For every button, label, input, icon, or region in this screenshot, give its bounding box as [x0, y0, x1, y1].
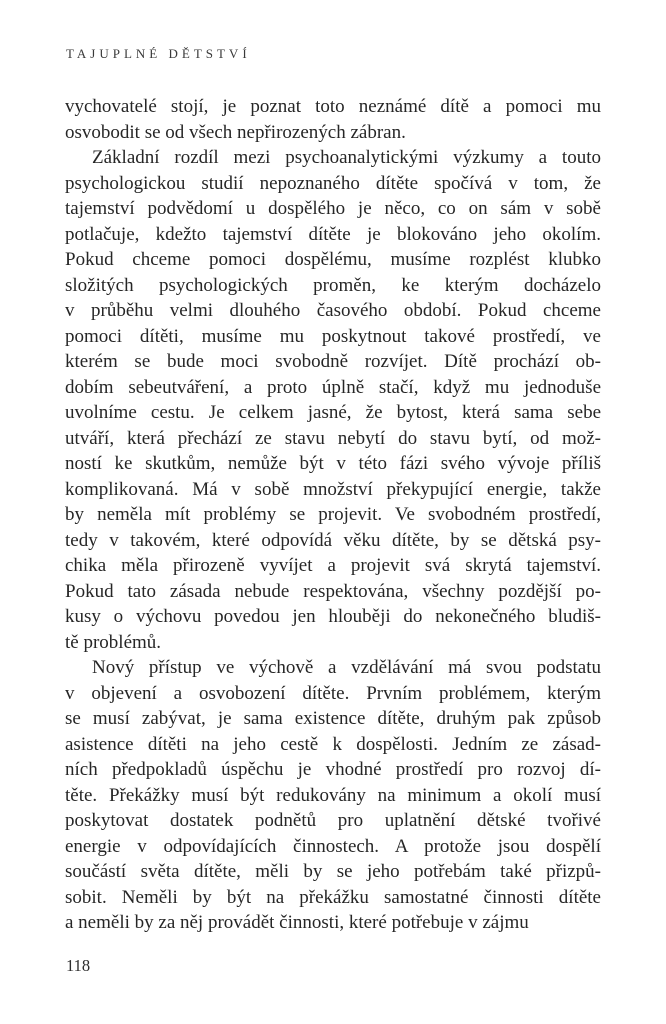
paragraph	[65, 145, 601, 655]
paragraph	[65, 655, 601, 936]
page-number: 118	[66, 956, 91, 975]
running-header: TAJUPLNÉ DĚTSTVÍ	[66, 46, 251, 61]
paragraph	[65, 94, 601, 145]
text-line: složitých psychologických proměn, ke kterým docházelo	[65, 274, 601, 296]
text-line: součástí světa dítěte, měli by se jeho potřebám také přizpů-	[65, 861, 601, 882]
text-line: psychologickou studií nepoznaného dítěte spočívá v tom, že	[65, 172, 601, 194]
text-line: komplikovaná. Má v sobě množství překypující energie, takže	[65, 478, 601, 500]
text-line: ností ke skutkům, nemůže být v této fázi svého vývoje příliš	[65, 453, 601, 474]
text-line: osvobodit se od všech nepřirozených zábran.	[65, 121, 406, 143]
text-line: dobím sebeutváření, a proto úplně stačí, když mu jednoduše	[65, 376, 601, 398]
text-line: a neměli by za něj provádět činnosti, které potřebuje v zájmu	[65, 912, 529, 933]
text-line: vychovatelé stojí, je poznat toto neznámé dítě a pomoci mu	[65, 96, 601, 117]
text-line: tajemství podvědomí u dospělého je něco, co on sám v sobě	[65, 198, 601, 219]
text-line: Pokud chceme pomoci dospělému, musíme rozplést klubko	[65, 249, 601, 270]
text-line: potlačuje, kdežto tajemství dítěte je blokováno jeho okolím.	[65, 223, 601, 245]
body-text	[65, 94, 601, 936]
text-line: těte. Překážky musí být redukovány na minimum a okolí musí	[65, 784, 601, 806]
text-line: tě problémů.	[65, 631, 162, 653]
text-line: uvolníme cestu. Je celkem jasné, že bytost, která sama sebe	[65, 402, 601, 423]
text-line: se musí zabývat, je sama existence dítěte, druhým pak způsob	[65, 708, 601, 729]
text-line: chika měla přirozeně vyvíjet a projevit svá skrytá tajemství.	[65, 555, 601, 576]
text-line: by neměla mít problémy se projevit. Ve svobodném prostředí,	[65, 504, 601, 525]
text-line: utváří, která přechází ze stavu nebytí do stavu bytí, od mož-	[65, 427, 601, 449]
text-line: poskytovat dostatek podnětů pro uplatnění dětské tvořivé	[65, 810, 601, 831]
text-line: ních předpokladů úspěchu je vhodné prostředí pro rozvoj dí-	[65, 759, 601, 780]
text-line: v průběhu velmi dlouhého časového období. Pokud chceme	[65, 300, 601, 321]
text-line: Nový přístup ve výchově a vzdělávání má svou podstatu	[92, 657, 601, 678]
text-line: sobit. Neměli by být na překážku samostatné činnosti dítěte	[65, 886, 601, 908]
text-line: pomoci dítěti, musíme mu poskytnout takové prostředí, ve	[65, 325, 601, 347]
text-line: Základní rozdíl mezi psychoanalytickými výzkumy a touto	[92, 147, 601, 168]
text-line: asistence dítěti na jeho cestě k dospělosti. Jedním ze zásad-	[65, 733, 601, 755]
text-line: v objevení a osvobození dítěte. Prvním problémem, kterým	[65, 682, 601, 704]
text-line: kterém se bude moci svobodně rozvíjet. Dítě prochází ob-	[65, 351, 601, 372]
text-line: Pokud tato zásada nebude respektována, všechny pozdější po-	[65, 580, 601, 602]
text-line: energie v odpovídajících činnostech. A protože jsou dospělí	[65, 835, 601, 857]
text-line: kusy o výchovu povedou jen hlouběji do nekonečného bludiš-	[65, 606, 601, 627]
text-line: tedy v takovém, které odpovídá věku dítěte, by se dětská psy-	[65, 529, 601, 551]
